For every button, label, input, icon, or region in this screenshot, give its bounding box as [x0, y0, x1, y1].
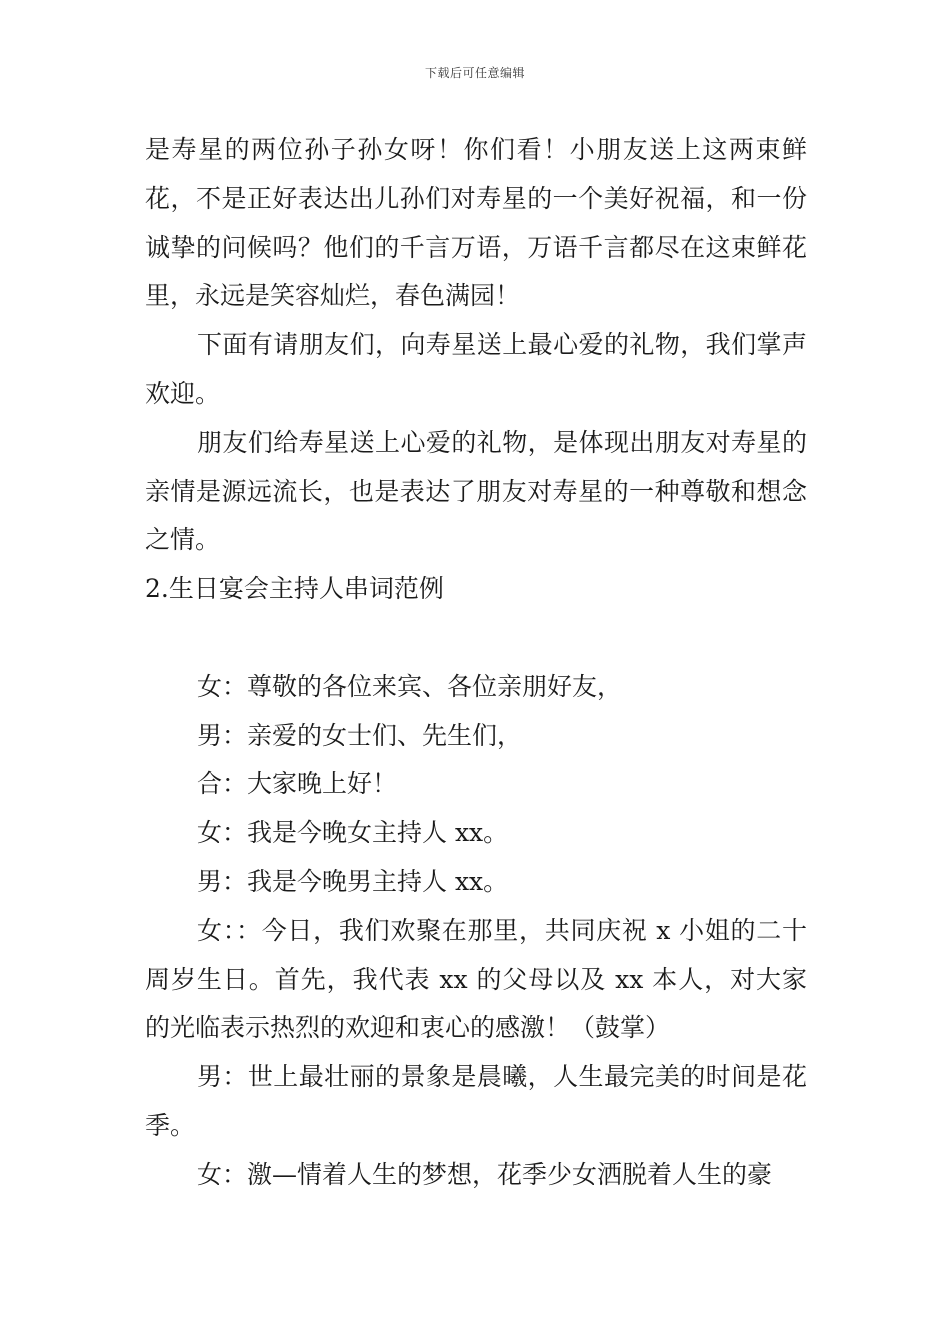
dialog-line-4: 女：我是今晚女主持人 xx。 [197, 818, 509, 848]
blank-line [145, 614, 807, 663]
document-body [145, 126, 807, 1200]
dialog-line-7: 男：世上最壮丽的景象是晨曦，人生最完美的时间是花季。 [145, 1062, 807, 1140]
dialog-line-5: 男：我是今晚男主持人 xx。 [197, 866, 509, 896]
paragraph-gift-meaning: 朋友们给寿星送上心爱的礼物，是体现出朋友对寿星的亲情是源远流长，也是表达了朋友对寿星的一种尊敬和想念之情。 [145, 427, 807, 555]
dialog-line-1: 女：尊敬的各位来宾、各位亲朋好友， [197, 671, 623, 701]
page-header: 下载后可任意编辑 [424, 66, 525, 80]
dialog-line-2: 男：亲爱的女士们、先生们， [197, 720, 523, 750]
paragraph-gift-invitation: 下面有请朋友们，向寿星送上最心爱的礼物，我们掌声欢迎。 [145, 330, 807, 408]
dialog-line-3: 合：大家晚上好！ [197, 769, 398, 799]
paragraph-continuation: 是寿星的两位孙子孙女呀！你们看！小朋友送上这两束鲜花，不是正好表达出儿孙们对寿星的一个美好祝福，和一份诚挚的问候吗？他们的千言万语，万语千言都尽在这束鲜花里，永远是笑容灿烂，春色满园！ [145, 135, 807, 311]
dialog-line-6: 女：：今日，我们欢聚在那里，共同庆祝 x 小姐的二十周岁生日。首先，我代表 xx 的父母以及 xx 本人，对大家的光临表示热烈的欢迎和衷心的感激！（鼓掌） [145, 915, 807, 1043]
section-heading: 2.生日宴会主持人串词范例 [145, 574, 444, 604]
dialog-line-8: 女：激—情着人生的梦想，花季少女洒脱着人生的豪 [197, 1159, 773, 1189]
